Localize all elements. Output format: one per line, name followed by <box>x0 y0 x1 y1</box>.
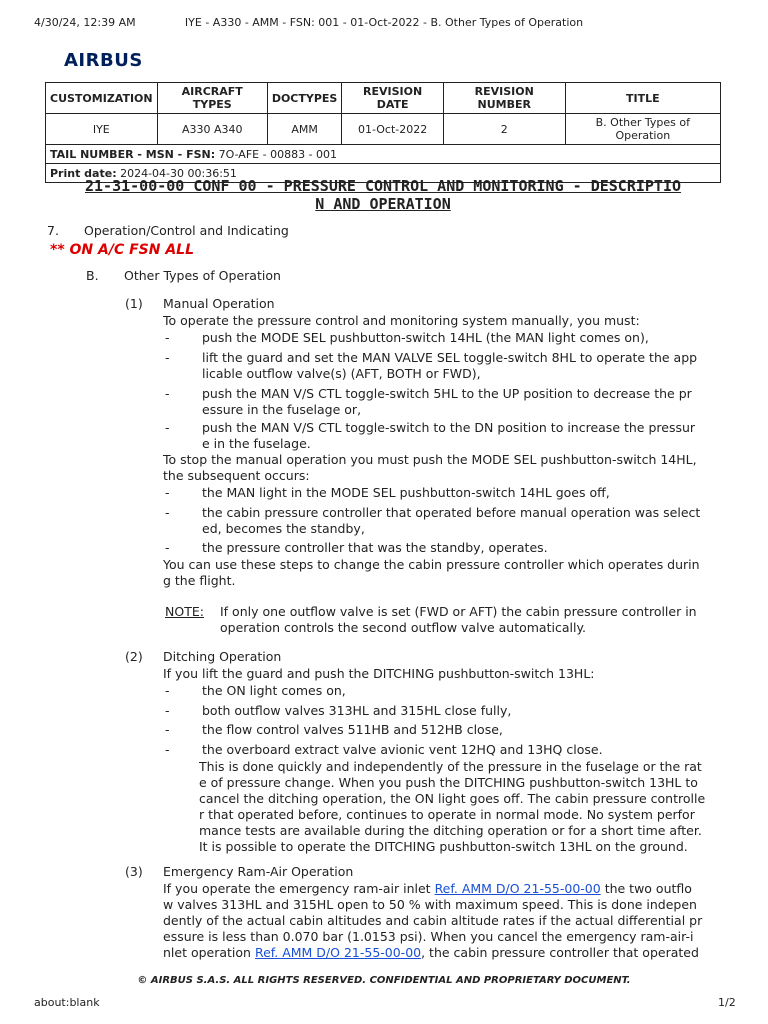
p3-line-2: w valves 313HL and 315HL open to 50 % with maximum speed. This is done indepen <box>163 897 697 912</box>
p1-stop-2: the subsequent occurs: <box>163 468 310 483</box>
section-b-number: B. <box>86 268 99 283</box>
p1-consequence-2b: ed, becomes the standby, <box>202 521 365 536</box>
dash: - <box>165 485 170 500</box>
tail-number-row <box>46 145 721 164</box>
dash: - <box>165 386 170 401</box>
dash: - <box>165 350 170 365</box>
print-datetime: 4/30/24, 12:39 AM <box>34 16 136 29</box>
airbus-logo: AIRBUS <box>64 50 143 71</box>
applicability-label: ** ON A/C FSN ALL <box>50 242 195 258</box>
value-revision-date: 01-Oct-2022 <box>342 114 444 145</box>
value-revision-number: 2 <box>443 114 565 145</box>
ref-link-21-55-second[interactable]: Ref. AMM D/O 21-55-00-00 <box>254 945 422 960</box>
dash: - <box>165 420 170 435</box>
section-b-title: Other Types of Operation <box>124 268 281 283</box>
p2-bullet-4: the overboard extract valve avionic vent 12HQ and 13HQ close. <box>202 742 603 757</box>
p1-consequence-3: the pressure controller that was the standby, operates. <box>202 540 548 555</box>
p1-title: Manual Operation <box>163 296 275 311</box>
section-7-title: Operation/Control and Indicating <box>84 223 289 238</box>
p1-consequence-1: the MAN light in the MODE SEL pushbutton-switch 14HL goes off, <box>202 485 610 500</box>
p1-bullet-4b: e in the fuselage. <box>202 436 311 451</box>
dash: - <box>165 540 170 555</box>
header-title: TITLE <box>565 83 720 114</box>
p1-bullet-4a: push the MAN V/S CTL toggle-switch to the DN position to increase the pressur <box>202 420 696 435</box>
p3-title: Emergency Ram-Air Operation <box>163 864 354 879</box>
p1-use-2: g the flight. <box>163 573 236 588</box>
tail-label: TAIL NUMBER - MSN - FSN: <box>50 147 216 161</box>
ref-link-21-55[interactable]: Ref. AMM D/O 21-55-00-00 <box>434 881 601 896</box>
p1-bullet-3a: push the MAN V/S CTL toggle-switch 5HL to the UP position to decrease the pr <box>202 386 692 401</box>
dash: - <box>165 505 170 520</box>
p1-intro: To operate the pressure control and monitoring system manually, you must: <box>163 313 640 328</box>
print-date-value: 2024-04-30 00:36:51 <box>116 166 237 180</box>
p2-text-5: mance tests are available during the ditching operation or for a short time after. <box>199 823 702 838</box>
value-doctypes: AMM <box>267 114 342 145</box>
note-line-2: operation controls the second outflow valve automatically. <box>220 620 587 635</box>
p3-line-5: nlet operation Ref. AMM D/O 21-55-00-00, the cabin pressure controller that operated <box>163 945 699 960</box>
p1-use-1: You can use these steps to change the cabin pressure controller which operates durin <box>163 557 700 572</box>
p2-intro: If you lift the guard and push the DITCHING pushbutton-switch 13HL: <box>163 666 595 681</box>
p3-number: (3) <box>125 864 143 879</box>
p2-text-1: This is done quickly and independently of the pressure in the fuselage or the rat <box>199 759 702 774</box>
tail-value: 7O-AFE - 00883 - 001 <box>215 147 338 161</box>
header-revision-number: REVISION NUMBER <box>443 83 565 114</box>
value-customization: IYE <box>46 114 158 145</box>
value-aircraft-types: A330 A340 <box>157 114 267 145</box>
note-line-1: If only one outflow valve is set (FWD or AFT) the cabin pressure controller in <box>220 604 697 619</box>
metadata-header-row <box>46 83 721 114</box>
p2-bullet-3: the flow control valves 511HB and 512HB close, <box>202 722 503 737</box>
header-customization: CUSTOMIZATION <box>46 83 158 114</box>
p1-consequence-2a: the cabin pressure controller that operated before manual operation was select <box>202 505 701 520</box>
header-doctypes: DOCTYPES <box>267 83 342 114</box>
dash: - <box>165 683 170 698</box>
copyright-notice: © AIRBUS S.A.S. ALL RIGHTS RESERVED. CONFIDENTIAL AND PROPRIETARY DOCUMENT. <box>137 975 631 986</box>
section-7-number: 7. <box>47 223 59 238</box>
dash: - <box>165 742 170 757</box>
note-label: NOTE: <box>165 604 204 619</box>
p1-bullet-1: push the MODE SEL pushbutton-switch 14HL (the MAN light comes on), <box>202 330 649 345</box>
p2-bullet-1: the ON light comes on, <box>202 683 346 698</box>
value-title: B. Other Types of Operation <box>565 114 720 145</box>
p2-title: Ditching Operation <box>163 649 282 664</box>
p1-stop-1: To stop the manual operation you must push the MODE SEL pushbutton-switch 14HL, <box>163 452 697 467</box>
metadata-value-row <box>46 114 721 145</box>
document-title: 21-31-00-00 CONF 00 - PRESSURE CONTROL AND MONITORING - DESCRIPTIO N AND OPERATION <box>84 177 682 213</box>
dash: - <box>165 330 170 345</box>
dash: - <box>165 722 170 737</box>
p2-bullet-2: both outflow valves 313HL and 315HL close fully, <box>202 703 512 718</box>
footer-page: 1/2 <box>718 996 736 1009</box>
p2-text-6: It is possible to operate the DITCHING pushbutton-switch 13HL on the ground. <box>199 839 688 854</box>
metadata-table <box>45 82 721 183</box>
p2-text-3: cancel the ditching operation, the ON light goes off. The cabin pressure controlle <box>199 791 706 806</box>
p2-number: (2) <box>125 649 143 664</box>
dash: - <box>165 703 170 718</box>
p1-bullet-3b: essure in the fuselage or, <box>202 402 362 417</box>
print-date-label: Print date: <box>50 166 117 180</box>
p3-line-4: essure is less than 0.070 bar (1.0153 psi). When you cancel the emergency ram-air-i <box>163 929 694 944</box>
p3-line-3: dently of the actual cabin altitudes and cabin altitude rates if the actual differential pr <box>163 913 703 928</box>
print-title: IYE - A330 - AMM - FSN: 001 - 01-Oct-2022 - B. Other Types of Operation <box>184 16 584 29</box>
footer-url: about:blank <box>34 996 100 1009</box>
p2-text-4: r that operated before, continues to operate in normal mode. No system perfor <box>199 807 695 822</box>
p1-bullet-2a: lift the guard and set the MAN VALVE SEL toggle-switch 8HL to operate the app <box>202 350 698 365</box>
p2-text-2: e of pressure change. When you push the DITCHING pushbutton-switch 13HL to <box>199 775 698 790</box>
header-aircraft-types: AIRCRAFT TYPES <box>157 83 267 114</box>
p1-number: (1) <box>125 296 143 311</box>
header-revision-date: REVISION DATE <box>342 83 444 114</box>
p1-bullet-2b: licable outflow valve(s) (AFT, BOTH or FWD), <box>202 366 481 381</box>
p3-line-1: If you operate the emergency ram-air inlet Ref. AMM D/O 21-55-00-00 the two outflo <box>163 881 692 896</box>
